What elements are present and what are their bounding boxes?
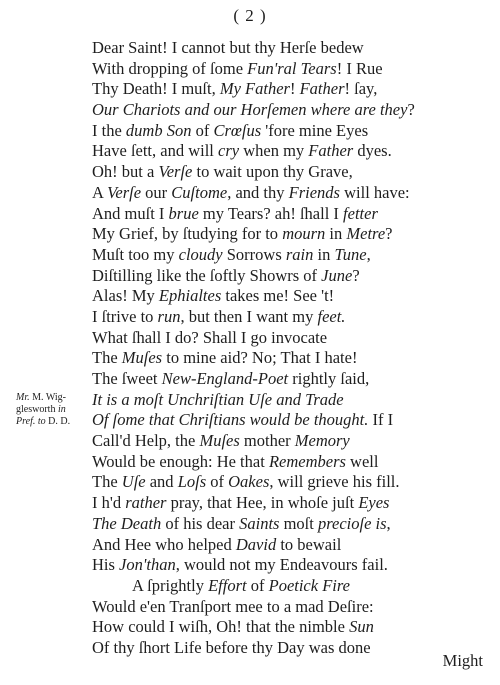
- verse-text: Uſe: [121, 472, 146, 492]
- verse-text: in: [325, 224, 347, 244]
- verse-line: [92, 286, 415, 307]
- marginal-note-text: Pref. to: [16, 416, 46, 427]
- verse-text: David: [235, 534, 277, 554]
- verse-line: [92, 245, 415, 266]
- verse-text: Dear Saint! I cannot but thy Herſe bedew: [92, 38, 364, 57]
- verse-text: dumb Son: [125, 120, 192, 140]
- verse-text: New-England-Poet: [161, 369, 289, 388]
- verse-text: Call'd Help, the: [92, 431, 200, 451]
- verse-text: With dropping of ſome: [92, 58, 248, 78]
- marginal-note-text: glesworth: [16, 404, 58, 415]
- verse-line: [92, 555, 415, 576]
- verse-text: The Death: [92, 513, 162, 533]
- verse-text: Metre: [346, 224, 386, 244]
- page-number: ( 2 ): [233, 6, 267, 25]
- verse-text: Friends: [288, 182, 340, 202]
- verse-text: Would e'en Tranſport mee to a mad Deſire:: [92, 596, 374, 616]
- verse-text: ! I Rue: [336, 58, 383, 78]
- verse-text: Memory: [294, 431, 350, 451]
- verse-text: Father: [308, 141, 354, 161]
- verse-text: our: [141, 182, 172, 202]
- verse-text: ,: [386, 513, 391, 533]
- verse-text: 'fore mine Eyes: [261, 120, 369, 140]
- verse-text: feet.: [317, 306, 346, 326]
- marginal-note: [16, 392, 94, 428]
- verse-line: [92, 452, 415, 473]
- verse-line: [92, 79, 415, 100]
- marginal-note-text: D. D.: [45, 416, 71, 427]
- verse-text: Saints: [239, 513, 280, 533]
- verse-text: , will grieve his fill.: [269, 472, 400, 492]
- verse-text: Would be enough: He that: [92, 451, 269, 471]
- verse-text: Have ſett, and will: [92, 141, 219, 161]
- verse-text: rain: [285, 244, 314, 264]
- verse-text: Fun'ral Tears: [247, 58, 337, 78]
- verse-line: [92, 141, 415, 162]
- verse-text: fetter: [343, 203, 378, 223]
- verse-text: cry: [218, 141, 240, 161]
- verse-text: Eyes: [358, 493, 390, 513]
- verse-text: to mine aid? No; That I hate!: [162, 348, 358, 368]
- verse-line: [92, 410, 415, 431]
- verse-line: [92, 204, 415, 225]
- verse-text: Tune: [334, 244, 367, 264]
- verse-text: How could I wiſh, Oh! that the nimble: [92, 617, 350, 637]
- verse-text: Of thy ſhort Life before thy Day was done: [92, 637, 371, 657]
- verse-line: [92, 617, 415, 638]
- verse-text: mourn: [282, 224, 326, 244]
- verse-text: And muſt I: [92, 203, 169, 223]
- verse-text: mother: [239, 431, 295, 451]
- verse-text: Loſs: [177, 472, 207, 492]
- verse-text: His: [92, 555, 120, 575]
- verse-text: ?: [385, 224, 393, 244]
- poem-verse: [92, 38, 415, 659]
- verse-text: Our Chariots and our Horſemen where are they: [92, 100, 408, 120]
- verse-line: [92, 100, 415, 121]
- verse-text: And Hee who helped: [92, 534, 236, 554]
- verse-text: ,: [366, 244, 371, 264]
- verse-text: Oh! but a: [92, 162, 159, 182]
- verse-text: run: [157, 306, 181, 326]
- verse-text: A: [92, 182, 108, 202]
- verse-text: brue: [168, 203, 199, 223]
- verse-text: rather: [125, 493, 167, 513]
- verse-text: Alas! My: [92, 286, 159, 306]
- verse-line: [92, 514, 415, 535]
- verse-text: rightly ſaid,: [288, 369, 370, 388]
- marginal-note-text: in: [57, 404, 66, 415]
- verse-text: Oakes: [228, 472, 270, 492]
- verse-line: [92, 59, 415, 80]
- verse-text: of: [246, 575, 269, 595]
- verse-text: What ſhall I do? Shall I go invocate: [92, 327, 328, 347]
- verse-text: Thy Death! I muſt,: [92, 79, 220, 99]
- verse-text: It is a moſt Unchriſtian Uſe and Trade: [92, 389, 344, 409]
- verse-text: The: [92, 472, 122, 492]
- verse-text: I ſtrive to: [92, 306, 158, 326]
- verse-text: to bewail: [276, 534, 342, 554]
- verse-text: Muſes: [199, 431, 240, 451]
- verse-text: Muſes: [121, 348, 163, 368]
- verse-text: A ſprightly: [132, 575, 209, 595]
- verse-text: pray, that Hee, in whoſe juſt: [166, 493, 359, 513]
- verse-line: [92, 431, 415, 452]
- verse-line: [92, 183, 415, 204]
- verse-text: in: [313, 244, 335, 264]
- verse-line: [92, 390, 415, 411]
- verse-text: Of ſome that Chriſtians would be thought.: [92, 410, 369, 430]
- verse-text: ! ſay,: [344, 79, 378, 99]
- verse-line: [92, 597, 415, 618]
- verse-text: Diſtilling like the ſoftly Showrs of: [92, 265, 322, 285]
- verse-line: [92, 576, 415, 597]
- verse-text: my Tears? ah! ſhall I: [198, 203, 344, 223]
- verse-line: [92, 328, 415, 349]
- verse-text: Poetick Fire: [268, 575, 350, 595]
- verse-line: [92, 162, 415, 183]
- verse-text: My Grief, by ſtudying for to: [92, 224, 283, 244]
- marginal-note-text: M. Wig-: [29, 392, 66, 403]
- verse-text: The: [92, 348, 122, 368]
- verse-text: I h'd: [92, 493, 126, 513]
- verse-text: My Father: [219, 79, 290, 99]
- verse-text: will have:: [339, 182, 410, 202]
- verse-text: well: [345, 451, 379, 471]
- verse-text: takes me! See 't!: [221, 286, 335, 306]
- verse-text: !: [289, 79, 300, 99]
- verse-text: Verſe: [107, 182, 142, 202]
- verse-text: , would not my Endeavours fail.: [175, 555, 388, 575]
- verse-text: ?: [352, 265, 360, 285]
- verse-line: [92, 369, 415, 390]
- verse-line: [92, 266, 415, 287]
- verse-text: Sun: [349, 617, 374, 637]
- verse-text: I the: [92, 120, 126, 140]
- verse-text: of his dear: [161, 513, 240, 533]
- verse-text: dyes.: [353, 141, 392, 161]
- verse-text: Muſt too my: [92, 244, 179, 264]
- verse-text: precioſe is: [317, 513, 387, 533]
- verse-text: ?: [407, 100, 415, 120]
- verse-line: [92, 493, 415, 514]
- verse-text: June: [321, 265, 353, 285]
- marginal-note-text: Mr.: [16, 392, 30, 403]
- verse-text: , but then I want my: [180, 306, 318, 326]
- verse-text: when my: [239, 141, 309, 161]
- verse-line: [92, 307, 415, 328]
- verse-line: [92, 535, 415, 556]
- verse-line: [92, 224, 415, 245]
- verse-text: Crœſus: [213, 120, 262, 140]
- verse-text: The ſweet: [92, 369, 162, 388]
- verse-text: of: [191, 120, 214, 140]
- verse-text: , and thy: [227, 182, 289, 202]
- catchword: Might: [442, 651, 483, 670]
- verse-text: moſt: [279, 513, 318, 533]
- verse-line: [92, 38, 415, 59]
- verse-line: [92, 121, 415, 142]
- verse-text: Cuſtome: [171, 182, 228, 202]
- verse-line: [92, 638, 415, 659]
- verse-text: and: [145, 472, 178, 492]
- verse-text: cloudy: [178, 244, 223, 264]
- verse-text: of: [206, 472, 229, 492]
- verse-text: Effort: [208, 575, 247, 595]
- verse-text: to wait upon thy Grave,: [192, 162, 353, 182]
- verse-text: Ephialtes: [158, 286, 222, 306]
- verse-text: Verſe: [158, 162, 193, 182]
- verse-text: Father: [299, 79, 345, 99]
- verse-line: [92, 348, 415, 369]
- verse-line: [92, 472, 415, 493]
- verse-text: Jon'than: [119, 555, 176, 575]
- verse-text: Sorrows: [222, 244, 286, 264]
- verse-text: If I: [368, 410, 394, 430]
- verse-text: Remembers: [268, 451, 346, 471]
